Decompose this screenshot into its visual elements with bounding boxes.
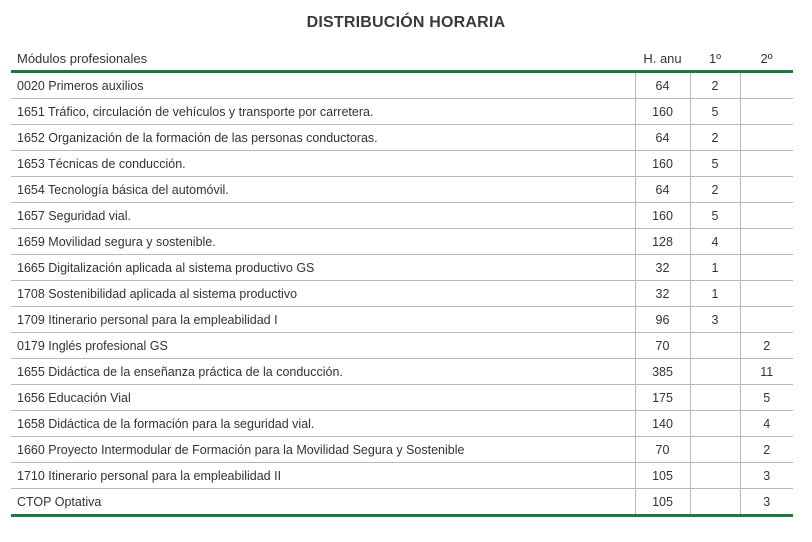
cell-hours: 70 xyxy=(635,437,690,463)
cell-second-year: 5 xyxy=(740,385,793,411)
table-row xyxy=(11,125,793,151)
cell-second-year xyxy=(740,229,793,255)
table-row xyxy=(11,177,793,203)
cell-hours: 105 xyxy=(635,463,690,489)
cell-second-year: 3 xyxy=(740,463,793,489)
table-row xyxy=(11,385,793,411)
header-module: Módulos profesionales xyxy=(11,47,635,72)
cell-first-year xyxy=(690,333,740,359)
page-title: DISTRIBUCIÓN HORARIA xyxy=(306,14,506,31)
cell-first-year: 5 xyxy=(690,99,740,125)
table-row xyxy=(11,437,793,463)
cell-module: 1652 Organización de la formación de las personas conductoras. xyxy=(11,125,635,151)
cell-first-year: 3 xyxy=(690,307,740,333)
table-row xyxy=(11,229,793,255)
cell-hours: 96 xyxy=(635,307,690,333)
cell-second-year xyxy=(740,177,793,203)
cell-first-year: 2 xyxy=(690,125,740,151)
table-row xyxy=(11,411,793,437)
cell-first-year xyxy=(690,437,740,463)
table-row xyxy=(11,72,793,99)
cell-module: 1656 Educación Vial xyxy=(11,385,635,411)
cell-hours: 128 xyxy=(635,229,690,255)
table-row xyxy=(11,203,793,229)
cell-second-year xyxy=(740,203,793,229)
cell-hours: 105 xyxy=(635,489,690,516)
cell-first-year xyxy=(690,411,740,437)
cell-hours: 160 xyxy=(635,203,690,229)
cell-module: 1655 Didáctica de la enseñanza práctica de la conducción. xyxy=(11,359,635,385)
table-row xyxy=(11,333,793,359)
table-row xyxy=(11,255,793,281)
cell-second-year: 2 xyxy=(740,333,793,359)
cell-second-year: 3 xyxy=(740,489,793,516)
cell-first-year: 2 xyxy=(690,72,740,99)
cell-module: 1665 Digitalización aplicada al sistema productivo GS xyxy=(11,255,635,281)
cell-module: 1709 Itinerario personal para la empleabilidad I xyxy=(11,307,635,333)
cell-second-year: 2 xyxy=(740,437,793,463)
cell-second-year: 11 xyxy=(740,359,793,385)
cell-first-year xyxy=(690,489,740,516)
cell-second-year xyxy=(740,307,793,333)
cell-hours: 140 xyxy=(635,411,690,437)
cell-module: 1659 Movilidad segura y sostenible. xyxy=(11,229,635,255)
cell-second-year xyxy=(740,72,793,99)
cell-hours: 70 xyxy=(635,333,690,359)
cell-module: 1710 Itinerario personal para la empleabilidad II xyxy=(11,463,635,489)
cell-first-year xyxy=(690,359,740,385)
cell-hours: 64 xyxy=(635,72,690,99)
cell-module: CTOP Optativa xyxy=(11,489,635,516)
cell-module: 1653 Técnicas de conducción. xyxy=(11,151,635,177)
cell-first-year xyxy=(690,385,740,411)
cell-first-year xyxy=(690,463,740,489)
cell-module: 1657 Seguridad vial. xyxy=(11,203,635,229)
cell-hours: 64 xyxy=(635,177,690,203)
cell-module: 0020 Primeros auxilios xyxy=(11,72,635,99)
table-body xyxy=(11,72,793,516)
table-row xyxy=(11,489,793,516)
cell-first-year: 4 xyxy=(690,229,740,255)
cell-first-year: 1 xyxy=(690,281,740,307)
cell-module: 1658 Didáctica de la formación para la seguridad vial. xyxy=(11,411,635,437)
cell-second-year xyxy=(740,255,793,281)
cell-first-year: 2 xyxy=(690,177,740,203)
table-row xyxy=(11,463,793,489)
schedule-table xyxy=(11,47,793,517)
table-header-row xyxy=(11,47,793,72)
cell-second-year: 4 xyxy=(740,411,793,437)
table-row xyxy=(11,359,793,385)
cell-module: 1660 Proyecto Intermodular de Formación para la Movilidad Segura y Sostenible xyxy=(11,437,635,463)
cell-module: 0179 Inglés profesional GS xyxy=(11,333,635,359)
table-row xyxy=(11,151,793,177)
header-hours: H. anu xyxy=(635,47,690,72)
cell-first-year: 1 xyxy=(690,255,740,281)
cell-hours: 160 xyxy=(635,99,690,125)
cell-hours: 385 xyxy=(635,359,690,385)
cell-hours: 175 xyxy=(635,385,690,411)
header-first-year: 1º xyxy=(690,47,740,72)
cell-first-year: 5 xyxy=(690,203,740,229)
cell-module: 1651 Tráfico, circulación de vehículos y transporte por carretera. xyxy=(11,99,635,125)
cell-hours: 32 xyxy=(635,281,690,307)
table-row xyxy=(11,307,793,333)
cell-second-year xyxy=(740,281,793,307)
cell-hours: 32 xyxy=(635,255,690,281)
cell-second-year xyxy=(740,125,793,151)
cell-hours: 64 xyxy=(635,125,690,151)
cell-first-year: 5 xyxy=(690,151,740,177)
cell-second-year xyxy=(740,99,793,125)
table-row xyxy=(11,99,793,125)
cell-second-year xyxy=(740,151,793,177)
header-second-year: 2º xyxy=(740,47,793,72)
cell-hours: 160 xyxy=(635,151,690,177)
cell-module: 1654 Tecnología básica del automóvil. xyxy=(11,177,635,203)
cell-module: 1708 Sostenibilidad aplicada al sistema productivo xyxy=(11,281,635,307)
table-row xyxy=(11,281,793,307)
